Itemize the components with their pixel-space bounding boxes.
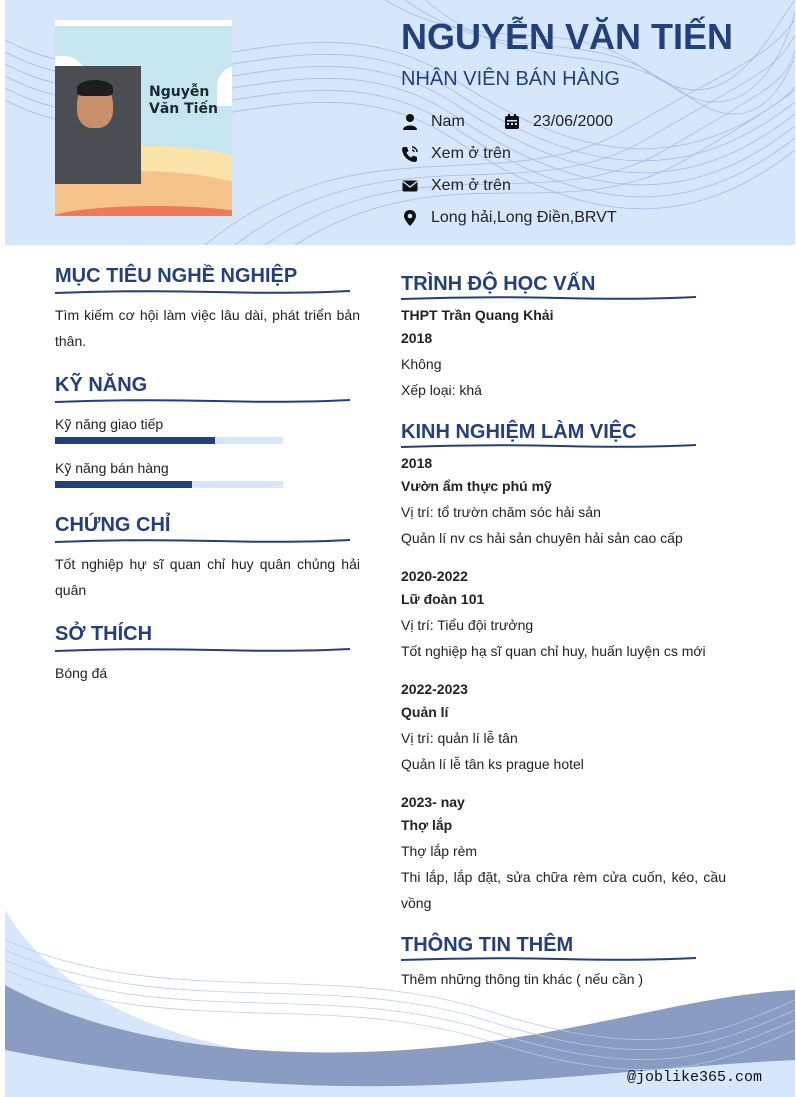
skill-bar-fill [55,437,215,444]
education-school: THPT Trần Quang Khải [401,307,554,323]
calendar-icon [503,113,521,131]
experience-position: Vị trí: Tiểu đội trưởng [401,617,534,633]
gender-value: Nam [431,113,465,130]
certificates-underline [55,538,350,544]
hobbies-text: Bóng đá [55,665,108,681]
experience-heading: KINH NGHIỆM LÀM VIỆC [401,421,637,443]
experience-period: 2022-2023 [401,681,468,697]
skill-bar-fill [55,481,192,488]
education-year: 2018 [401,330,433,346]
birthday-row [503,113,613,131]
objective-text: Tìm kiếm cơ hội làm việc lâu dài, phát triển bản thân. [55,307,360,349]
certificates-text: Tốt nghiệp hự sĩ quan chỉ huy quân chủng hải quân [55,556,360,598]
email-row [401,177,511,195]
address-value: Long hải,Long Điền,BRVT [431,209,617,226]
skills-underline [55,398,350,404]
experience-period: 2018 [401,455,433,471]
experience-description: Tốt nghiệp hạ sĩ quan chỉ huy, huấn luyện cs mới [401,643,706,659]
additional-heading: THÔNG TIN THÊM [401,934,574,956]
experience-position: Vị trí: tổ trườn chăm sóc hải sản [401,504,601,520]
envelope-icon [401,177,419,195]
experience-company: Lữ đoàn 101 [401,591,485,607]
phone-icon [401,145,419,163]
cv-page [5,0,795,1097]
certificates-heading: CHỨNG CHỈ [55,514,171,536]
objective-underline [55,289,350,295]
hobbies-heading: SỞ THÍCH [55,623,153,645]
experience-description: Thi lắp, lắp đặt, sửa chữa rèm cửa cuốn, kéo, cầu vồng [401,869,726,911]
birthday-value: 23/06/2000 [533,113,614,130]
candidate-name: NGUYỄN VĂN TIẾN [401,16,734,57]
education-grade: Xếp loại: khá [401,382,482,398]
hobbies-underline [55,647,350,653]
person-icon [401,113,419,131]
address-row [401,209,617,227]
phone-value: Xem ở trên [431,145,511,162]
experience-description: Quản lí nv cs hải sản chuyên hải sản cao cấp [401,530,683,546]
watermark: @joblike365.com [627,1069,763,1086]
person-figure [55,66,141,184]
experience-position: Thợ lắp rèm [401,843,478,859]
experience-period: 2020-2022 [401,568,468,584]
job-title: NHÂN VIÊN BÁN HÀNG [401,68,620,90]
additional-text: Thêm những thông tin khác ( nếu cần ) [401,971,644,987]
experience-description: Quản lí lễ tân ks prague hotel [401,756,584,772]
experience-position: Vị trí: quản lí lễ tân [401,730,518,746]
experience-company: Quản lí [401,704,449,720]
profile-photo [55,20,232,216]
photo-caption: Nguyễn Văn Tiến [149,84,218,117]
header-banner [5,0,795,245]
experience-underline [401,443,696,449]
education-heading: TRÌNH ĐỘ HỌC VẤN [401,273,596,295]
education-underline [401,295,696,301]
email-value: Xem ở trên [431,177,511,194]
experience-company: Vườn ẩm thực phú mỹ [401,478,552,494]
skill-label: Kỹ năng bán hàng [55,460,169,476]
education-major: Không [401,356,442,372]
additional-underline [401,956,696,962]
gender-row [401,113,465,131]
phone-row [401,145,511,163]
experience-company: Thợ lắp [401,817,453,833]
objective-heading: MỤC TIÊU NGHỀ NGHIỆP [55,265,298,287]
bottom-wave-decoration [5,900,795,1097]
skill-bar [55,437,283,444]
skills-heading: KỸ NĂNG [55,374,148,396]
skill-bar [55,481,283,488]
experience-period: 2023- nay [401,794,465,810]
map-pin-icon [401,209,419,227]
skill-label: Kỹ năng giao tiếp [55,416,164,432]
